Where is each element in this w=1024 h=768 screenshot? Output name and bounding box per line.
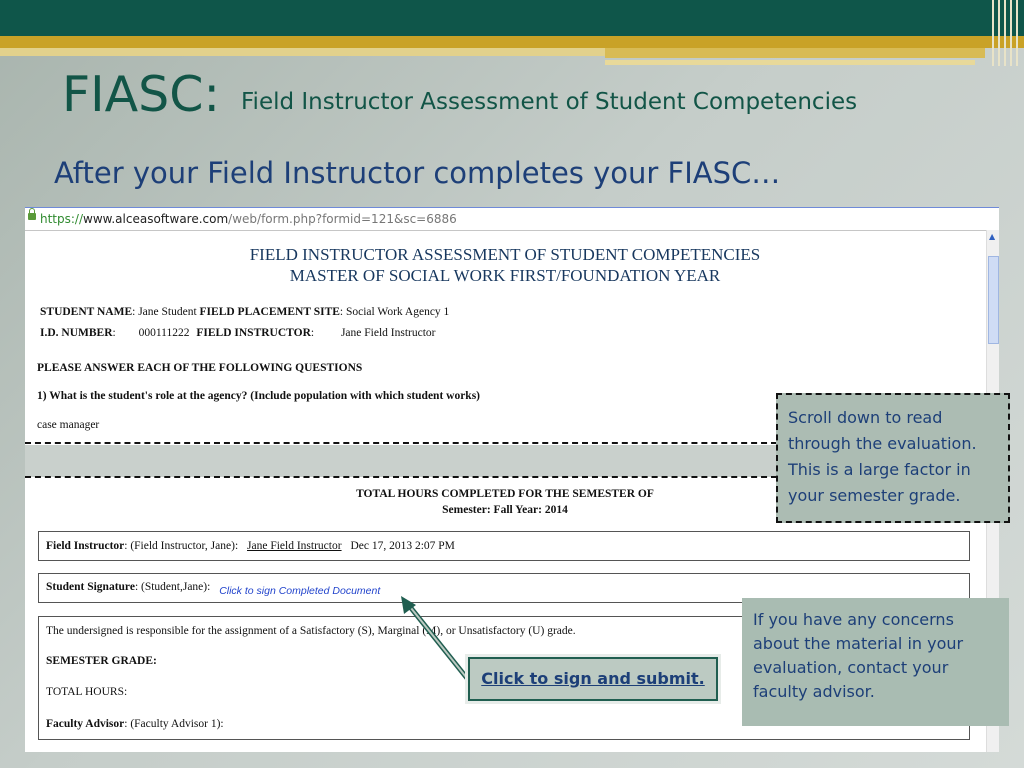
question-1: 1) What is the student's role at the agency? (Include population with which student works): [37, 390, 481, 402]
slide-subtitle: After your Field Instructor completes your FIASC…: [54, 156, 781, 190]
click-to-sign-callout: Click to sign and submit.: [468, 657, 718, 701]
responsibility-text: The undersigned is responsible for the assignment of a Satisfactory (S), Marginal (M), or Unsatisfactory (U) grade.: [46, 625, 576, 637]
url-text: https://www.alceasoftware.com/web/form.php?formid=121&sc=6886: [40, 212, 457, 226]
total-hours-label: TOTAL HOURS:: [46, 686, 128, 698]
slide-title-sub: Field Instructor Assessment of Student Competencies: [241, 89, 858, 115]
faculty-advisor-row: Faculty Advisor: (Faculty Advisor 1):: [46, 718, 224, 730]
semester-grade-label: SEMESTER GRADE:: [46, 655, 157, 667]
form-title-line2: MASTER OF SOCIAL WORK FIRST/FOUNDATION YEAR: [289, 266, 721, 285]
hours-heading: TOTAL HOURS COMPLETED FOR THE SEMESTER OF: [356, 488, 654, 500]
contact-advisor-callout: If you have any concerns about the material in your evaluation, contact your faculty advisor.: [742, 598, 1009, 726]
id-row: I.D. NUMBER: 000111222 FIELD INSTRUCTOR: Jane Field Instructor: [40, 327, 436, 339]
answer-1: case manager: [37, 419, 100, 431]
signature-date: Dec 17, 2013 2:07 PM: [350, 540, 455, 552]
scroll-up-arrow-icon[interactable]: ▲: [989, 232, 996, 241]
field-instructor-signed-name: Jane Field Instructor: [247, 540, 342, 552]
instructions-heading: PLEASE ANSWER EACH OF THE FOLLOWING QUESTIONS: [37, 362, 363, 374]
sign-document-link[interactable]: Click to sign Completed Document: [219, 585, 381, 597]
scroll-down-callout: Scroll down to read through the evaluation. This is a large factor in your semester grade.: [776, 393, 1010, 523]
field-instructor-signature-box: Field Instructor: (Field Instructor, Jane): Jane Field Instructor Dec 17, 2013 2:07 PM: [38, 531, 970, 561]
form-title-line1: FIELD INSTRUCTOR ASSESSMENT OF STUDENT COMPETENCIES: [249, 245, 761, 264]
semester-year: Semester: Fall Year: 2014: [442, 504, 568, 516]
student-signature-box: Student Signature: (Student,Jane): Click to sign Completed Document: [38, 573, 970, 603]
slide-title: FIASC:: [62, 66, 220, 123]
student-info-row: STUDENT NAME: Jane Student FIELD PLACEMENT SITE: Social Work Agency 1: [40, 306, 450, 318]
